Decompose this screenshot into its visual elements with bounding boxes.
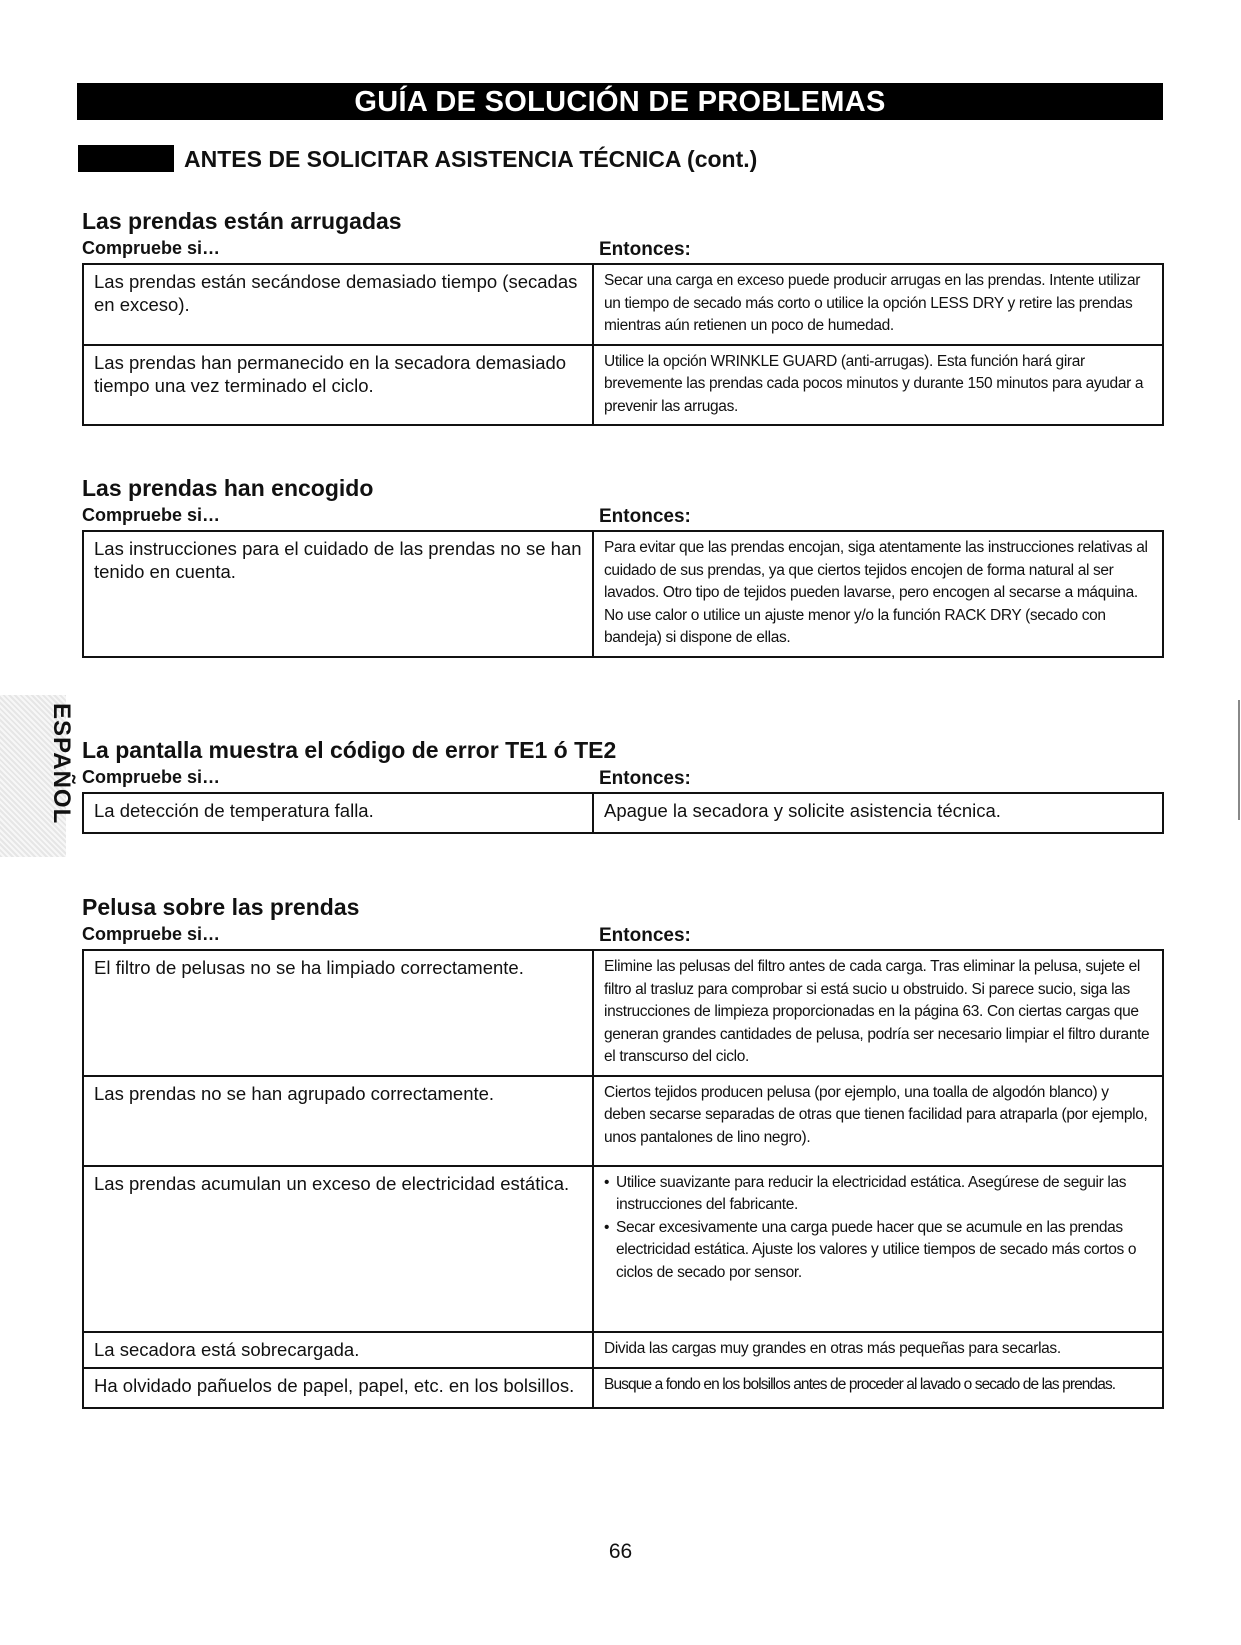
- sub-heading-text: ANTES DE SOLICITAR ASISTENCIA TÉCNICA (cont.): [184, 146, 758, 172]
- language-side-tab: [0, 695, 75, 857]
- heading-marker-block: [78, 145, 174, 172]
- check-cell: Las prendas acumulan un exceso de electricidad estática.: [83, 1166, 593, 1332]
- then-cell: Apague la secadora y solicite asistencia técnica.: [593, 793, 1163, 833]
- then-cell: Secar una carga en exceso puede producir arrugas en las prendas. Intente utilizar un tiempo de secado más corto o utilice la opción LESS DRY y retire las prendas mientras aún retienen un poco de humedad.: [593, 264, 1163, 345]
- column-headers: [82, 235, 1164, 263]
- section-title: Pelusa sobre las prendas: [82, 894, 360, 920]
- table-row: [83, 345, 1163, 426]
- table-row: [83, 531, 1163, 657]
- then-cell: Para evitar que las prendas encojan, siga atentamente las instrucciones relativas al cuidado de sus prendas, ya que ciertos tejidos encojen de forma natural al ser lavados. Otro tipo de tejidos pueden lavarse, pero encogen al secarse a máquina. No use calor o utilice un ajuste menor y/o la función RACK DRY (secado con bandeja) si dispone de ellas.: [593, 531, 1163, 657]
- section-title: La pantalla muestra el código de error TE1 ó TE2: [82, 737, 617, 763]
- table-row: [83, 1076, 1163, 1166]
- page-banner: GUÍA DE SOLUCIÓN DE PROBLEMAS: [77, 83, 1163, 120]
- column-headers: [82, 764, 1164, 792]
- then-cell: Utilice la opción WRINKLE GUARD (anti-arrugas). Esta función hará girar brevemente las prendas cada pocos minutos y durante 150 minutos para ayudar a prevenir las arrugas.: [593, 345, 1163, 426]
- then-cell: Busque a fondo en los bolsillos antes de proceder al lavado o secado de las prendas.: [593, 1368, 1163, 1408]
- table-row: [83, 950, 1163, 1076]
- table-row: [83, 264, 1163, 345]
- page-edge-mark: [1238, 700, 1240, 820]
- section-lint: [82, 893, 1164, 1409]
- check-cell: Las prendas están secándose demasiado tiempo (secadas en exceso).: [83, 264, 593, 345]
- check-header: Compruebe si…: [82, 924, 221, 944]
- column-headers: [82, 921, 1164, 949]
- table-row: [83, 1368, 1163, 1408]
- bullet-item: • Secar excesivamente una carga puede hacer que se acumule en las prendas electricidad estática. Ajuste los valores y utilice tiempos de secado más cortos o ciclos de secado por sensor.: [604, 1217, 1152, 1285]
- check-header: Compruebe si…: [82, 238, 221, 258]
- check-cell: Las prendas han permanecido en la secadora demasiado tiempo una vez terminado el ciclo.: [83, 345, 593, 426]
- column-headers: [82, 502, 1164, 530]
- then-cell: [593, 1166, 1163, 1332]
- section-wrinkled: [82, 207, 1164, 426]
- check-cell: Las prendas no se han agrupado correctamente.: [83, 1076, 593, 1166]
- language-label: ESPAÑOL: [48, 703, 75, 825]
- bullet-item: • Utilice suavizante para reducir la electricidad estática. Asegúrese de seguir las instrucciones del fabricante.: [604, 1172, 1152, 1217]
- troubleshooting-table: [82, 949, 1164, 1409]
- troubleshooting-table: [82, 530, 1164, 658]
- then-cell: Elimine las pelusas del filtro antes de cada carga. Tras eliminar la pelusa, sujete el filtro al trasluz para comprobar si está sucio u obstruido. Si parece sucio, siga las instrucciones de limpieza proporcionadas en la página 63. Con ciertas cargas que generan grandes cantidades de pelusa, podría ser necesario limpiar el filtro durante el transcurso del ciclo.: [593, 950, 1163, 1076]
- table-row: [83, 1332, 1163, 1368]
- section-shrunk: [82, 474, 1164, 658]
- then-header: Entonces:: [599, 768, 691, 789]
- check-header: Compruebe si…: [82, 505, 221, 525]
- troubleshooting-table: [82, 792, 1164, 834]
- check-cell: Ha olvidado pañuelos de papel, papel, etc. en los bolsillos.: [83, 1368, 593, 1408]
- section-title: Las prendas están arrugadas: [82, 208, 402, 234]
- page-number: 66: [608, 1540, 633, 1563]
- troubleshooting-table: [82, 263, 1164, 426]
- then-cell: Ciertos tejidos producen pelusa (por ejemplo, una toalla de algodón blanco) y deben secarse separadas de otras que tienen facilidad para atraparla (por ejemplo, unos pantalones de lino negro).: [593, 1076, 1163, 1166]
- then-cell: Divida las cargas muy grandes en otras más pequeñas para secarlas.: [593, 1332, 1163, 1368]
- then-header: Entonces:: [599, 239, 691, 260]
- section-title: Las prendas han encogido: [82, 475, 374, 501]
- then-header: Entonces:: [599, 925, 691, 946]
- then-header: Entonces:: [599, 506, 691, 527]
- table-row: [83, 1166, 1163, 1332]
- check-header: Compruebe si…: [82, 767, 221, 787]
- check-cell: La detección de temperatura falla.: [83, 793, 593, 833]
- check-cell: Las instrucciones para el cuidado de las prendas no se han tenido en cuenta.: [83, 531, 593, 657]
- check-cell: La secadora está sobrecargada.: [83, 1332, 593, 1368]
- table-row: [83, 793, 1163, 833]
- bullet-list: [604, 1172, 1152, 1285]
- section-error-code: [82, 736, 1164, 834]
- check-cell: El filtro de pelusas no se ha limpiado correctamente.: [83, 950, 593, 1076]
